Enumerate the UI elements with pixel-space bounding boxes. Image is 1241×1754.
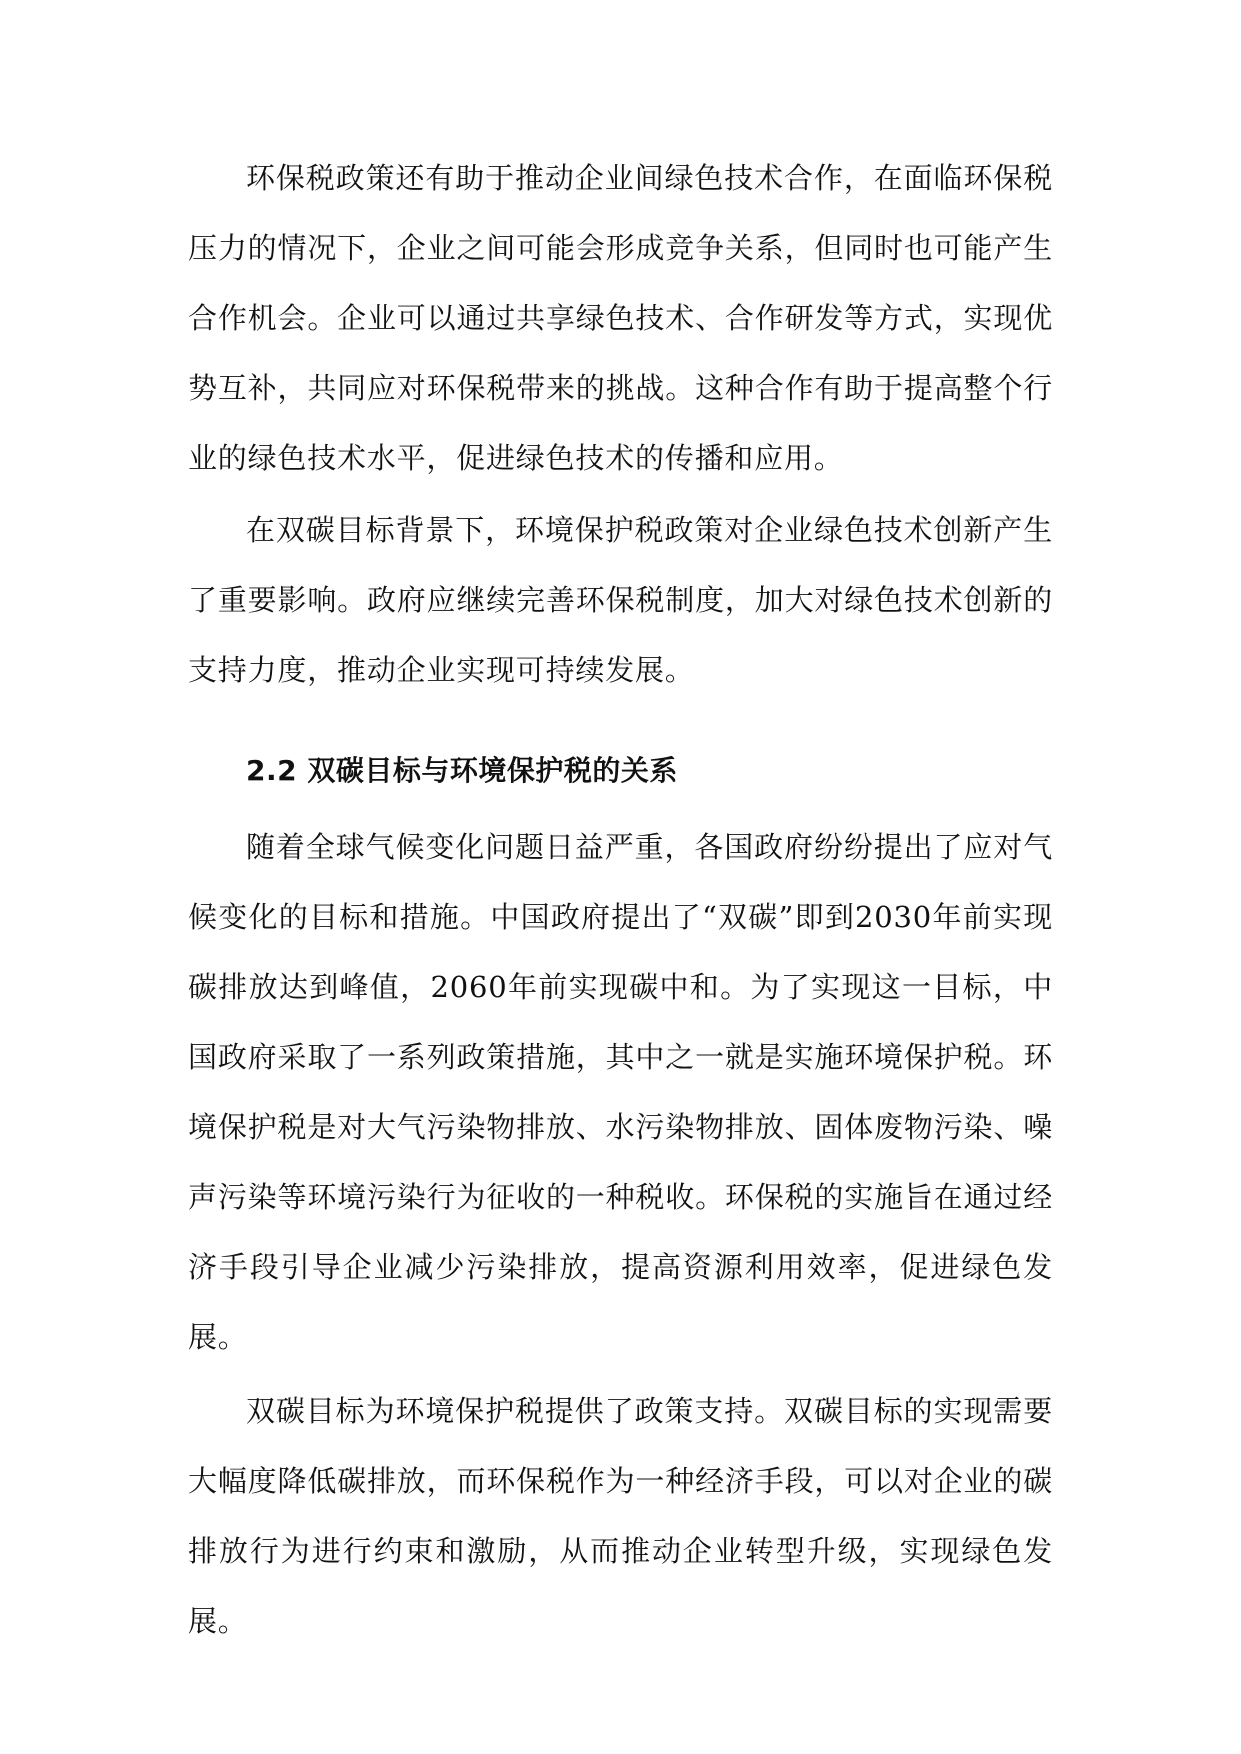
paragraph-green-tech-cooperation: 环保税政策还有助于推动企业间绿色技术合作，在面临环保税压力的情况下，企业之间可能会形成竞争关系，但同时也可能产生合作机会。企业可以通过共享绿色技术、合作研发等方式，实现优势互补，共同应对环保税带来的挑战。这种合作有助于提高整个行业的绿色技术水平，促进绿色技术的传播和应用。 (188, 161, 1053, 475)
page-content (188, 143, 1053, 1656)
paragraph-dual-carbon-policy-support: 双碳目标为环境保护税提供了政策支持。双碳目标的实现需要大幅度降低碳排放，而环保税作为一种经济手段，可以对企业的碳排放行为进行约束和激励，从而推动企业转型升级，实现绿色发展。 (188, 1394, 1053, 1638)
section-heading: 2.2 双碳目标与环境保护税的关系 (246, 754, 678, 787)
paragraph-policy-impact-summary: 在双碳目标背景下，环境保护税政策对企业绿色技术创新产生了重要影响。政府应继续完善环保税制度，加大对绿色技术创新的支持力度，推动企业实现可持续发展。 (188, 513, 1053, 687)
paragraph-dual-carbon-background: 随着全球气候变化问题日益严重，各国政府纷纷提出了应对气候变化的目标和措施。中国政府提出了“双碳”即到2030年前实现碳排放达到峰值，2060年前实现碳中和。为了实现这一目标，中国政府采取了一系列政策措施，其中之一就是实施环境保护税。环境保护税是对大气污染物排放、水污染物排放、固体废物污染、噪声污染等环境污染行为征收的一种税收。环保税的实施旨在通过经济手段引导企业减少污染排放，提高资源利用效率，促进绿色发展。 (188, 830, 1053, 1354)
